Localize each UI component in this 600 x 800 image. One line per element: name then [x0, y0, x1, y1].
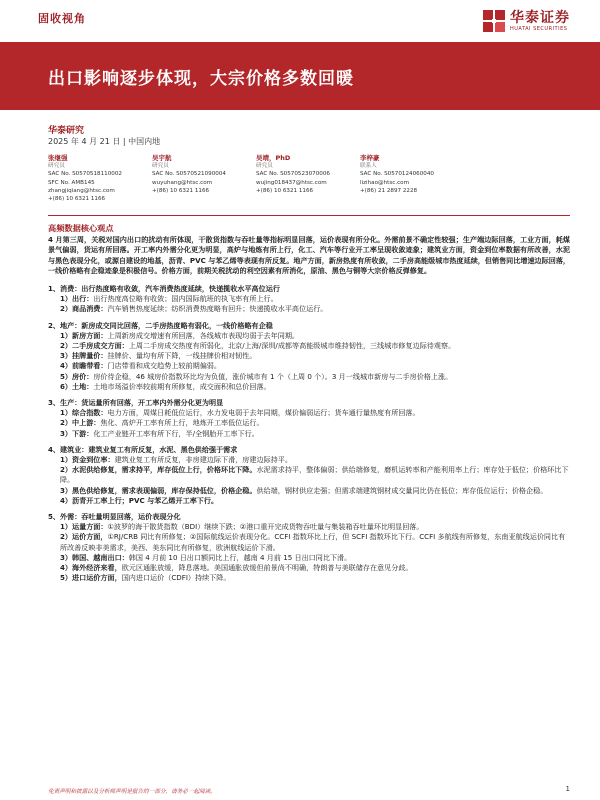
section-item: [48, 486, 570, 496]
author-card: [360, 154, 464, 203]
item-text: 汽车销售热度延续；纺织消费热度略有回升；快递揽收水平高位运行。: [107, 304, 328, 314]
item-label: 2）水泥供给修复，需求持平，库存低位上行，价格环比下降。: [60, 465, 257, 475]
author-name: 吴宇航: [152, 154, 172, 162]
item-label: 1）运量方面：: [60, 522, 108, 532]
section-item: [48, 573, 570, 583]
top-bar: [0, 0, 600, 42]
author-info-line[interactable]: lizihao@htsc.com: [360, 179, 410, 186]
section-title: 5、外需：吞吐量明显回落，运价表现分化: [48, 512, 181, 522]
author-name: 李梓豪: [360, 154, 380, 162]
item-label: 2）二手房成交方面：: [60, 341, 129, 351]
author-info-line[interactable]: wuyuhang@htsc.com: [152, 179, 213, 186]
section-list: [48, 284, 570, 583]
section-item: [48, 341, 570, 351]
author-info-line: +(86) 10 6321 1166: [48, 196, 106, 203]
section-item: [48, 372, 570, 382]
section-title: 3、生产：货运量所有回落，开工率内外需分化更为明显: [48, 398, 224, 408]
item-label: 1）综合指数：: [60, 408, 108, 418]
author-card: [152, 154, 256, 203]
item-text: 欧元区通胀放缓，降息落地。美国通胀放缓但前景尚不明确，特朗普与美联储存在意见分歧。: [121, 563, 413, 573]
item-text: 上周新房成交增速有所回落，各线城市表现均弱于去年同期。: [107, 330, 300, 340]
disclaimer-note: 免责声明和披露以及分析师声明是报告的一部分，请务必一起阅读。: [48, 789, 216, 795]
item-label: 1）新房方面：: [60, 330, 108, 340]
item-label: 6）土地：: [60, 381, 94, 391]
author-info-line: SFC No. AMB145: [48, 179, 95, 186]
author-role: 研究员: [48, 163, 65, 170]
item-label: 3）韩国、越南出口：: [60, 552, 129, 562]
section-item: [48, 522, 570, 532]
item-text: 上周二手房成交热度有所弱化，北京/上海/深圳/成都等高能级城市维持韧性，三线城市修复边际待观察。: [128, 341, 456, 351]
author-info-line: +(86) 10 6321 1166: [256, 187, 314, 194]
item-text: 韩国 4 月前 10 日出口额同比上行，越南 4 月前 15 日出口同比下滑。: [128, 552, 352, 562]
item-text: 国内进口运价（CDFI）持续下降。: [121, 573, 231, 583]
logo-cn-text: 华泰证券: [510, 9, 570, 26]
org-name: 华泰研究: [48, 126, 85, 136]
author-info-line: +(86) 21 2897 2228: [360, 187, 418, 194]
item-label: 2）中上游：: [60, 418, 101, 428]
item-text: 挂牌价、量均有所下降，一线挂牌价相对韧性。: [107, 351, 257, 361]
report-body: [48, 223, 570, 584]
author-info-line[interactable]: wujing018437@htsc.com: [256, 179, 327, 186]
author-info-line: SAC No. S0570124060040: [360, 171, 434, 178]
author-info-line: SAC No. S0570521090004: [152, 171, 226, 178]
section-item: [48, 408, 570, 418]
author-card: [256, 154, 360, 203]
item-text: 电力方面，周煤日耗低位运行，水力发电弱于去年同期，煤价偏弱运行；货车通行量热度有所回落。: [107, 408, 420, 418]
item-label: 1）出行：: [60, 294, 94, 304]
author-info-line: [360, 195, 464, 203]
item-text: 焦化、高炉开工率有所上行，地炼开工率低位运行。: [100, 418, 264, 428]
item-label: 1）资金到位率：: [60, 455, 115, 465]
item-label: 4）前瞻带看：: [60, 361, 108, 371]
item-text: 化工产业链开工率有所下行，半/全钢胎开工率下行。: [93, 428, 259, 438]
author-info-line: SAC No. S0570518110002: [48, 171, 122, 178]
author-info-line: [256, 195, 360, 203]
item-label: 3）黑色供给修复，需求表现偏弱，库存保持低位，价格企稳。: [60, 485, 257, 495]
author-role: 研究员: [152, 163, 169, 170]
section-item: [48, 294, 570, 304]
item-label: 3）挂牌量价：: [60, 351, 108, 361]
author-info-line: +(86) 10 6321 1166: [152, 187, 210, 194]
item-label: 3）下游：: [60, 428, 94, 438]
item-text: 水泥需求持平，整体偏弱；供给端修复，磨机运转率和产能利用率上行；库存处于低位；价格环比下降。: [60, 465, 569, 485]
section-title: 1、消费：出行热度略有收敛，汽车消费热度延续，快递揽收水平高位运行: [48, 284, 280, 294]
date-separator: |: [122, 137, 129, 146]
item-label: 4）海外经济来看，: [60, 563, 122, 573]
item-text: 房价待企稳，46 城房价指数环比均为负值，涨价城市有 1 个（上周 0 个）。3 月一线城市新房与二手房价格上涨。: [93, 371, 453, 381]
section-item: [48, 361, 570, 371]
section-item: [48, 351, 570, 361]
item-text: ①波罗的海干散货指数（BDI）继续下跌；②港口重开完成货物吞吐量与集装箱吞吐量环比明显回落。: [107, 522, 424, 532]
divider: [48, 215, 570, 216]
section-item: [48, 553, 570, 563]
section-item: [48, 418, 570, 428]
summary-paragraph: 4 月第三周，关税对国内出口的扰动有所体现，干散货指数与吞吐量等指标明显回落，运价表现有所分化。外需前景不确定性较强；生产端边际回落，工业方面，耗煤景气偏弱，货运有所回落。开工率内外需分化更为明显，高炉与地炼有所上行，化工、汽车等行业开工率呈现收敛迹象；建筑业方面，资金到位率数据有所改善，水泥与黑色表现分化，或源自建设的地基，沥青、PVC 与苯乙烯等表现有所反复。地产方面，新房热度有所收敛，二手房高能级城市热度延续，但销售同比增速边际回落，一线价格略有企稳迹象是积极信号。价格方面，前期关税扰动的利空因素有所消化，原油、黑色与铜等大宗价格反弹修复。: [48, 235, 571, 275]
huatai-logo-icon: [483, 10, 505, 32]
report-date: 2025 年 4 月 21 日: [48, 137, 121, 146]
section-item: [48, 455, 570, 465]
section-item: [48, 563, 570, 573]
report-region: 中国内地: [128, 137, 161, 146]
author-card: [48, 154, 152, 203]
item-text: 门店带看和成交趋势上较前期偏弱。: [107, 361, 221, 371]
item-label: 4）沥青开工率上行；PVC 与苯乙烯开工率下行。: [60, 495, 219, 505]
title-banner: [0, 42, 600, 110]
section-item: [48, 465, 570, 485]
section-item: [48, 429, 570, 439]
report-tag: 固收视角: [38, 12, 86, 25]
section-title: 2、地产：新房成交同比回落，二手房热度略有弱化，一线价格略有企稳: [48, 320, 273, 330]
section-item: [48, 304, 570, 314]
item-label: 2）商品消费：: [60, 304, 108, 314]
section-item: [48, 382, 570, 392]
section-item: [48, 532, 570, 552]
item-text: 供给端，钢材供应走强；但需求端建筑钢材成交量同比仍在低位；库存低位运行；价格企稳。: [256, 485, 548, 495]
author-list: [48, 154, 568, 203]
footer: [0, 780, 600, 800]
page-number: 1: [565, 785, 570, 793]
summary-heading: 高频数据核心观点: [48, 223, 114, 233]
item-text: 土地市场溢价率较前期有所修复，成交面积和总价回落。: [93, 381, 271, 391]
item-label: 5）进口运价方面，: [60, 573, 122, 583]
section-item: [48, 331, 570, 341]
author-name: 张继强: [48, 154, 68, 162]
report-title: 出口影响逐步体现，大宗价格多数回暖: [48, 69, 354, 89]
item-label: 5）房价：: [60, 371, 94, 381]
item-label: 2）运价方面，: [60, 532, 108, 542]
section-title: 4、建筑业：建筑业复工有所反复，水泥、黑色供给强于需求: [48, 444, 238, 454]
author-info-line: SAC No. S0570523070006: [256, 171, 330, 178]
author-name: 吴靖，PhD: [256, 154, 291, 162]
date-line: [48, 136, 160, 147]
author-info-line[interactable]: zhangjiqiang@htsc.com: [48, 187, 115, 194]
item-text: 出行热度高位略有收敛；国内国际航班的执飞率有所上行。: [93, 294, 278, 304]
item-text: ①RJ/CRB 同比有所修复；②国际航线运价表现分化。CCFI 指数环比上行，但 SCFI 指数环比下行。CCFI 多航线有所修复，东南亚航线运价同比有所改善反映非美需求，美西、美东同比有所修复，欧洲航线运价下滑。: [60, 532, 566, 552]
company-logo: [483, 10, 570, 32]
author-role: 联系人: [360, 163, 377, 170]
section-item: [48, 496, 570, 506]
logo-en-text: HUATAI SECURITIES: [510, 25, 568, 32]
author-role: 研究员: [256, 163, 273, 170]
author-info-line: [152, 195, 256, 203]
item-text: 建筑业复工有所反复，非房建边际下滑，房建边际持平。: [114, 455, 292, 465]
